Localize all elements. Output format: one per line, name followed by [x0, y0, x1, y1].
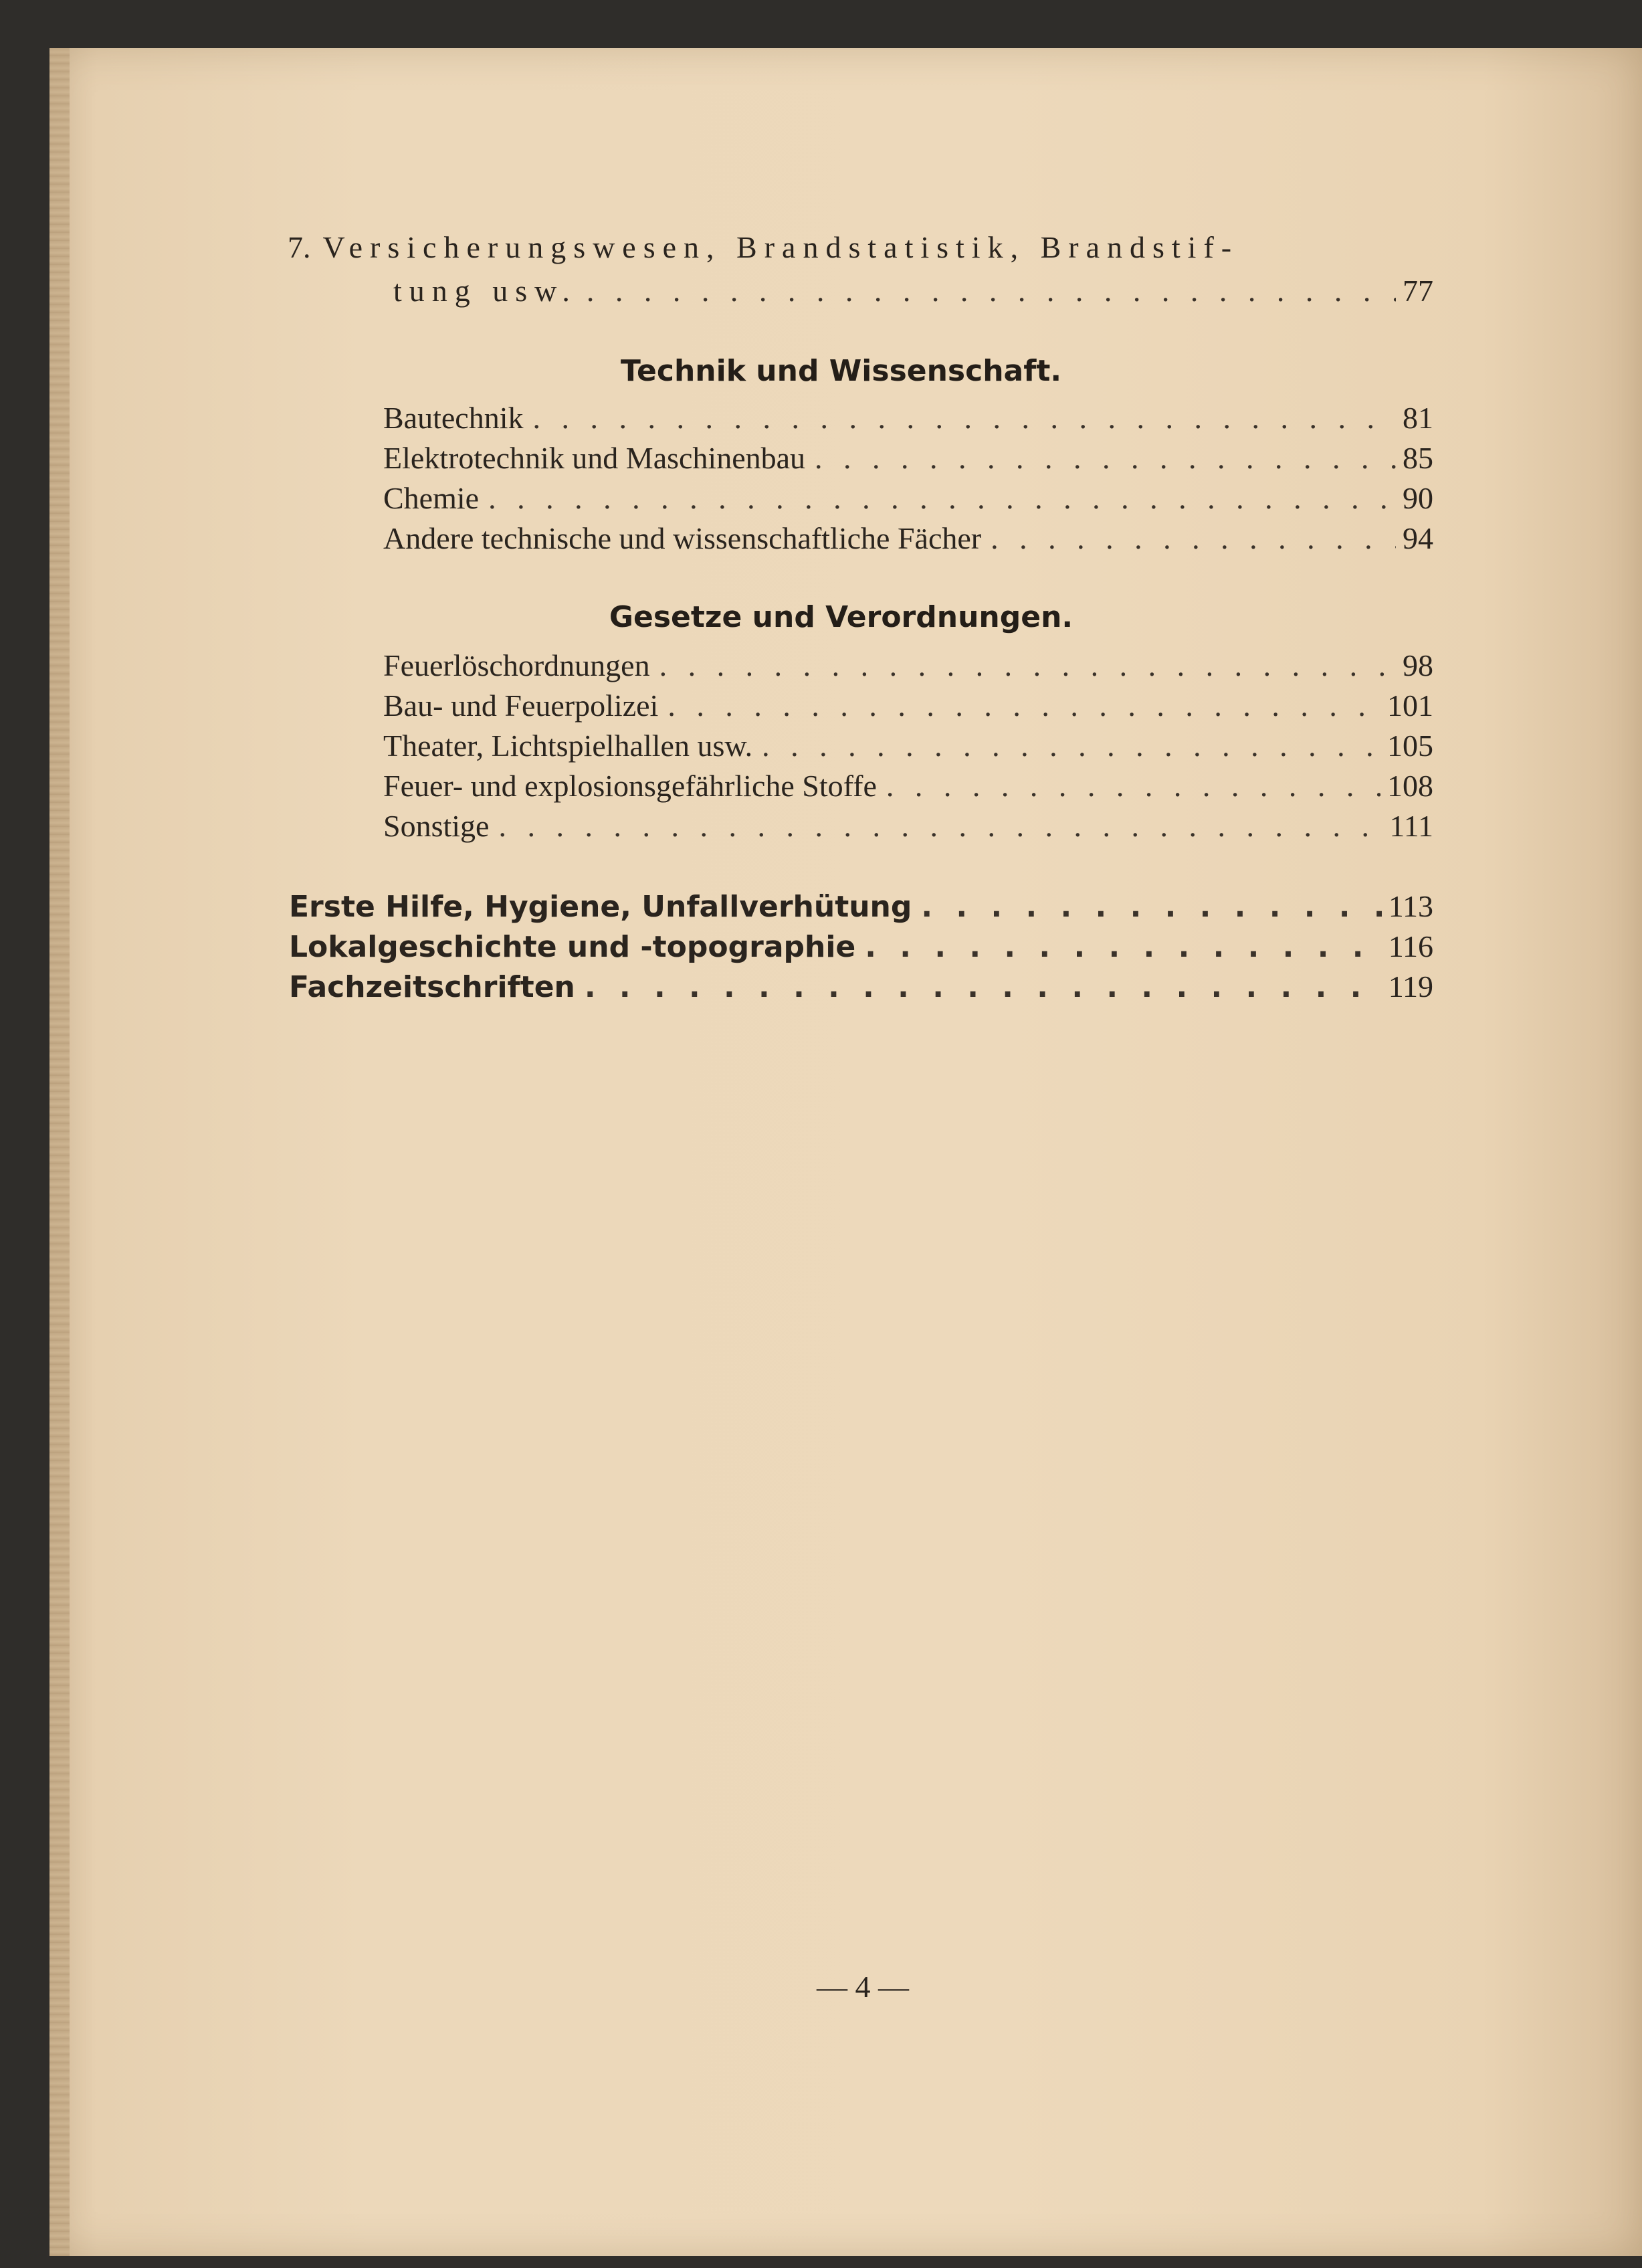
toc-entry-feuerloeschordnungen — [383, 646, 1433, 686]
toc-entry-chemie — [383, 478, 1433, 518]
toc-entry-elektrotechnik — [383, 438, 1433, 478]
toc-item-7-page: 77 — [1403, 274, 1433, 308]
toc-entry-page: 108 — [1387, 769, 1433, 803]
toc-item-7-number: 7. — [288, 230, 311, 264]
toc-entry-page: 85 — [1403, 441, 1433, 475]
leader-dots — [488, 478, 1396, 518]
toc-main-fachzeitschriften — [289, 967, 1433, 1007]
leader-dots — [921, 887, 1381, 927]
toc-entry-label: Feuer- und explosionsgefährliche Stoffe — [383, 769, 877, 803]
toc-entry-page: 81 — [1403, 401, 1433, 435]
toc-entry-label: Chemie — [383, 481, 480, 515]
toc-entry-page: 98 — [1403, 648, 1433, 682]
leader-dots — [585, 967, 1382, 1008]
toc-entry-page: 90 — [1403, 481, 1433, 515]
toc-main-label: Lokalgeschichte und -topographie — [289, 930, 856, 964]
section-heading-technik: Technik und Wissenschaft. — [620, 354, 1062, 388]
toc-entry-feuerpolizei — [383, 686, 1433, 726]
toc-item-7-line2 — [393, 271, 1433, 311]
leader-dots — [533, 398, 1397, 438]
toc-entry-andere-faecher — [383, 518, 1433, 559]
toc-item-7-title-line2: tung usw. — [393, 274, 577, 308]
toc-main-page: 119 — [1388, 969, 1433, 1004]
toc-main-lokalgeschichte — [289, 927, 1433, 967]
toc-main-label: Fachzeitschriften — [289, 970, 575, 1004]
toc-entry-page: 94 — [1403, 521, 1433, 555]
toc-entry-theater — [383, 726, 1433, 766]
leader-dots — [659, 646, 1396, 686]
toc-item-7-line1 — [288, 227, 1364, 268]
toc-item-7-title-line1: Versicherungswesen, Brandstatistik, Brandstif- — [322, 230, 1239, 264]
toc-entry-label: Feuerlöschordnungen — [383, 648, 650, 682]
toc-entry-page: 111 — [1389, 809, 1433, 843]
leader-dots — [886, 766, 1380, 806]
toc-entry-bautechnik — [383, 398, 1433, 438]
leader-dots — [762, 726, 1380, 766]
leader-dots — [668, 686, 1380, 726]
leader-dots — [498, 806, 1382, 846]
toc-main-label: Erste Hilfe, Hygiene, Unfallverhütung — [289, 890, 912, 924]
toc-main-erste-hilfe — [289, 886, 1433, 927]
section-heading-gesetze: Gesetze und Verordnungen. — [609, 600, 1073, 634]
toc-entry-label: Andere technische und wissenschaftliche Fächer — [383, 521, 982, 555]
toc-entry-sonstige — [383, 806, 1433, 846]
toc-entry-label: Bau- und Feuerpolizei — [383, 688, 659, 723]
toc-entry-page: 101 — [1387, 688, 1433, 723]
toc-entry-gefaehrliche-stoffe — [383, 766, 1433, 806]
toc-entry-page: 105 — [1387, 729, 1433, 763]
leader-dots — [587, 271, 1396, 311]
leader-dots — [815, 438, 1396, 478]
leader-dots — [865, 927, 1381, 967]
toc-entry-label: Theater, Lichtspielhallen usw. — [383, 729, 753, 763]
page-number: — 4 — — [817, 1970, 909, 2004]
toc-main-page: 113 — [1388, 889, 1433, 923]
toc-entry-label: Sonstige — [383, 809, 490, 843]
toc-entry-label: Bautechnik — [383, 401, 524, 435]
toc-entry-label: Elektrotechnik und Maschinenbau — [383, 441, 806, 475]
toc-main-page: 116 — [1388, 929, 1433, 963]
leader-dots — [991, 518, 1396, 559]
